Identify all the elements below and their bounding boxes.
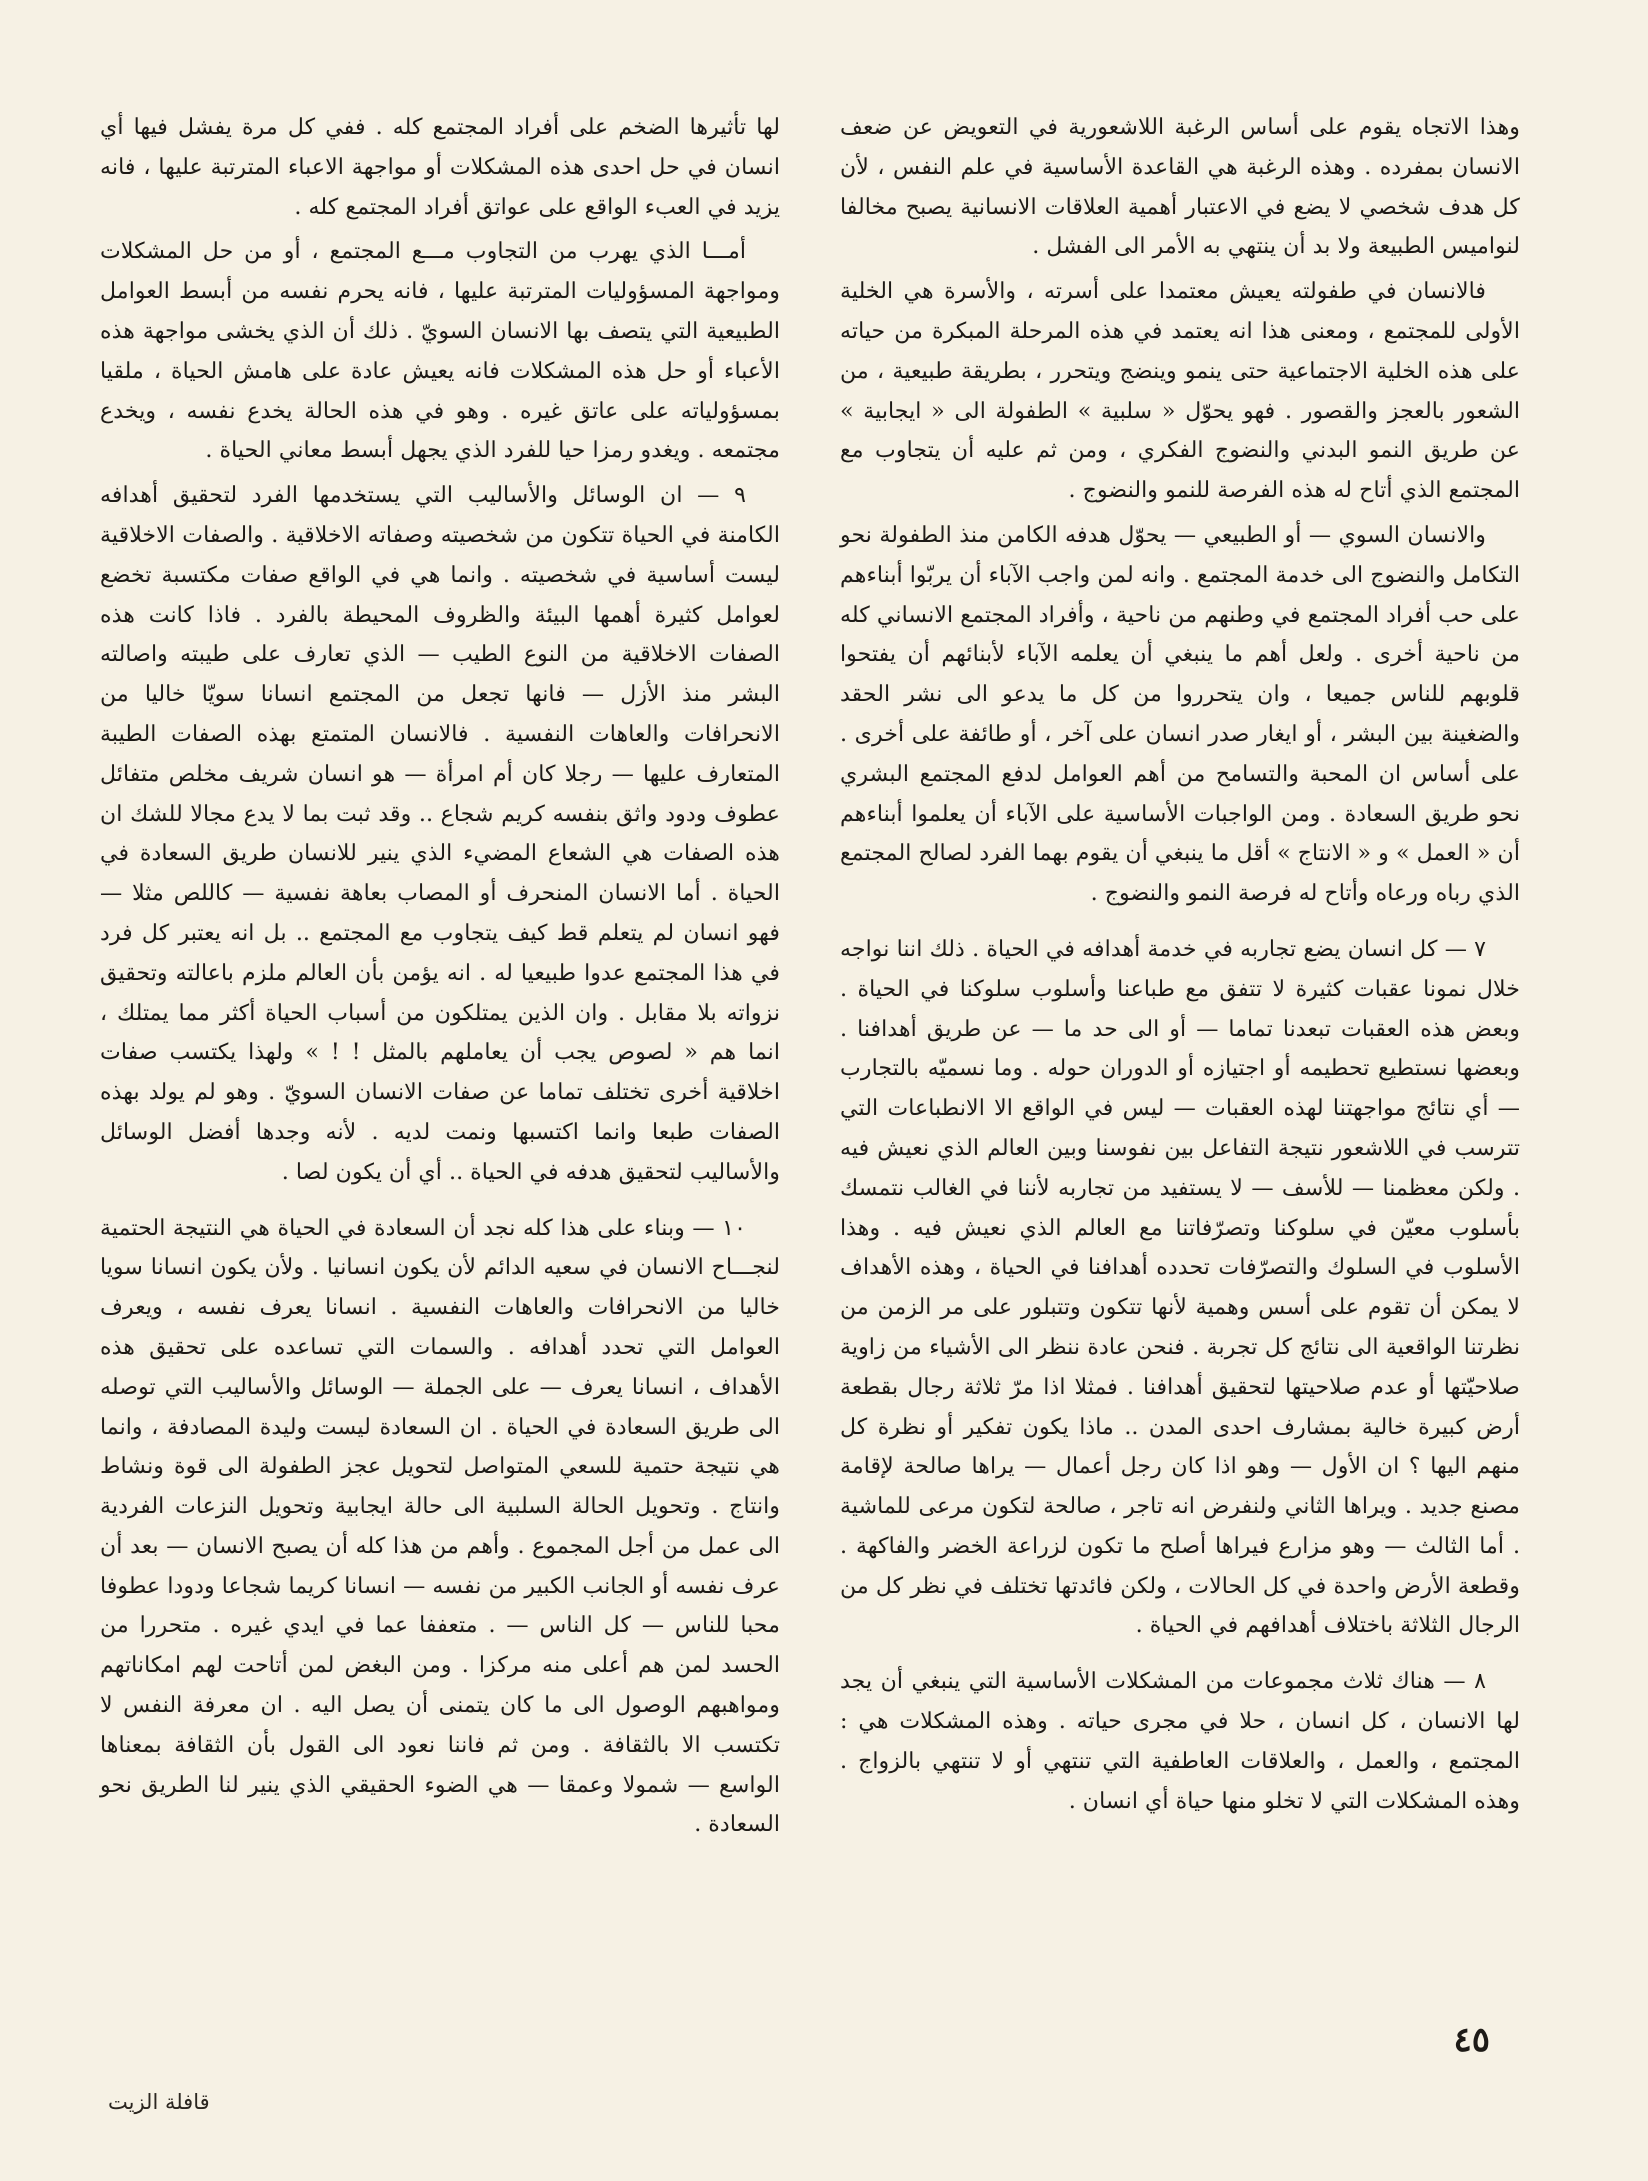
page-number: ٤٥ xyxy=(1453,2020,1490,2060)
magazine-name-footer: قافلة الزيت xyxy=(108,2090,210,2114)
numbered-paragraph-7: ٧ — كل انسان يضع تجاربه في خدمة أهدافه في الحياة . ذلك اننا نواجه خلال نمونا عقبات كثيرة لا تتفق مع طباعنا وأسلوب سلوكنا في الحياة . وبعض هذه العقبات تبعدنا تماما — أو الى حد ما — عن طريق أهدافنا . وبعضها نستطيع تحطيمه أو اجتيازه أو الدوران حوله . وما نسميّه بالتجارب — أي نتائج مواجهتنا لهذه العقبات — ليس في الواقع الا الانطباعات التي تترسب في اللاشعور نتيجة التفاعل بين نفوسنا وبين العالم الذي نعيش فيه . ولكن معظمنا — للأسف — لا يستفيد من تجاربه لأننا في الغالب نتمسك بأسلوب معيّن في سلوكنا وتصرّفاتنا مع العالم الذي نعيش فيه . وهذا الأسلوب في السلوك والتصرّفات تحدده أهدافنا في الحياة ، وهذه الأهداف لا يمكن أن تقوم على أسس وهمية لأنها تتكون وتتبلور على مر الزمن من نظرتنا الواقعية الى نتائج كل تجربة . فنحن عادة ننظر الى الأشياء من زاوية صلاحيّتها أو عدم صلاحيتها لتحقيق أهدافنا . فمثلا اذا مرّ ثلاثة رجال بقطعة أرض كبيرة خالية بمشارف احدى المدن .. ماذا يكون تفكير أو نظرة كل منهم اليها ؟ ان الأول — وهو اذا كان رجل أعمال — يراها صالحة لإقامة مصنع جديد . ويراها الثاني ولنفرض انه تاجر ، صالحة لتكون مرعى للماشية . أما الثالث — وهو مزارع فيراها أصلح ما تكون لزراعة الخضر والفاكهة . وقطعة الأرض واحدة في كل الحالات ، ولكن فائدتها تختلف في نظر كل من الرجال الثلاثة باختلاف أهدافهم في الحياة . xyxy=(840,935,1520,1639)
numbered-paragraph-8: ٨ — هناك ثلاث مجموعات من المشكلات الأساسية التي ينبغي أن يجد لها الانسان ، كل انسان ، حلا في مجرى حياته . وهذه المشكلات هي : المجتمع ، والعمل ، والعلاقات العاطفية التي تنتهي أو لا تنتهي بالزواج . وهذه المشكلات التي لا تخلو منها حياة أي انسان . xyxy=(840,1668,1520,1814)
numbered-paragraph-9: ٩ — ان الوسائل والأساليب التي يستخدمها الفرد لتحقيق أهدافه الكامنة في الحياة تتكون من شخصيته وصفاته الاخلاقية . والصفات الاخلاقية ليست أساسية في شخصيته . وانما هي في الواقع صفات مكتسبة تخضع لعوامل كثيرة أهمها البيئة والظروف المحيطة بالفرد . فاذا كانت هذه الصفات الاخلاقية من النوع الطيب — الذي تعارف على طيبته واصالته البشر منذ الأزل — فانها تجعل من المجتمع انسانا سويّا خاليا من الانحرافات والعاهات النفسية . فالانسان المتمتع بهذه الصفات الطيبة المتعارف عليها — رجلا كان أم امرأة — هو انسان شريف مخلص متفائل عطوف ودود واثق بنفسه كريم شجاع .. وقد ثبت بما لا يدع مجالا للشك ان هذه الصفات هي الشعاع المضيء الذي ينير للانسان طريق السعادة في الحياة . أما الانسان المنحرف أو المصاب بعاهة نفسية — كاللص مثلا — فهو انسان لم يتعلم قط كيف يتجاوب مع المجتمع .. بل انه يعتبر كل فرد في هذا المجتمع عدوا طبيعيا له . انه يؤمن بأن العالم ملزم باعالته وتحقيق نزواته بلا مقابل . وان الذين يمتلكون من أسباب الحياة أكثر مما يمتلك ، انما هم « لصوص يجب أن يعاملهم بالمثل ! ! » ولهذا يكتسب صفات اخلاقية أخرى تختلف تماما عن صفات الانسان السويّ . وهو لم يولد بهذه الصفات طبعا وانما اكتسبها ونمت لديه . لأنه وجدها أفضل الوسائل والأساليب لتحقيق هدفه في الحياة .. أي أن يكون لصا . xyxy=(100,482,780,1185)
paragraph: والانسان السوي — أو الطبيعي — يحوّل هدفه الكامن منذ الطفولة نحو التكامل والنضوج الى خدمة المجتمع . وانه لمن واجب الآباء أن يربّوا أبناءهم على حب أفراد المجتمع في وطنهم من ناحية ، وأفراد المجتمع الانساني كله من ناحية أخرى . ولعل أهم ما ينبغي أن يعلمه الآباء لأبنائهم أن يفتحوا قلوبهم للناس جميعا ، وان يتحرروا من كل ما يدعو الى نشر الحقد والضغينة بين البشر ، أو ايغار صدر انسان على آخر ، أو طائفة على أخرى . على أساس ان المحبة والتسامح من أهم العوامل لدفع المجتمع البشري نحو طريق السعادة . ومن الواجبات الأساسية على الآباء أن يعلموا أبناءهم أن « العمل » و « الانتاج » أقل ما ينبغي أن يقوم بهما الفرد لصالح المجتمع الذي رباه ورعاه وأتاح له فرصة النمو والنضوج . xyxy=(840,521,1520,907)
right-text-column xyxy=(840,108,1520,1826)
paragraph: لها تأثيرها الضخم على أفراد المجتمع كله . ففي كل مرة يفشل فيها أي انسان في حل احدى هذه المشكلات أو مواجهة الاعباء المترتبة عليها ، فانه يزيد في العبء الواقع على عواتق أفراد المجتمع كله . xyxy=(100,114,780,220)
left-text-column xyxy=(100,108,780,1850)
paragraph: وهذا الاتجاه يقوم على أساس الرغبة اللاشعورية في التعويض عن ضعف الانسان بمفرده . وهذه الرغبة هي القاعدة الأساسية في علم النفس ، لأن كل هدف شخصي لا يضع في الاعتبار أهمية العلاقات الانسانية يصبح مخالفا لنواميس الطبيعة ولا بد أن ينتهي به الأمر الى الفشل . xyxy=(840,114,1520,260)
numbered-paragraph-10: ١٠ — وبناء على هذا كله نجد أن السعادة في الحياة هي النتيجة الحتمية لنجـــاح الانسان في سعيه الدائم لأن يكون انسانيا . ولأن يكون انسانا سويا خاليا من الانحرافات والعاهات النفسية . انسانا يعرف نفسه ، ويعرف العوامل التي تحدد أهدافه . والسمات التي تساعده على تحقيق هذه الأهداف ، انسانا يعرف — على الجملة — الوسائل والأساليب التي توصله الى طريق السعادة في الحياة . ان السعادة ليست وليدة المصادفة ، وانما هي نتيجة حتمية للسعي المتواصل لتحويل عجز الطفولة الى قوة ونشاط وانتاج . وتحويل الحالة السلبية الى حالة ايجابية وتحويل النزعات الفردية الى عمل من أجل المجموع . وأهم من هذا كله أن يصبح الانسان — بعد أن عرف نفسه أو الجانب الكبير من نفسه — انسانا كريما شجاعا ودودا عطوفا محبا للناس — كل الناس — . متعففا عما في ايدي غيره . متحررا من الحسد لمن هم أعلى منه مركزا . ومن البغض لمن أتاحت لهم امكاناتهم ومواهبهم الوصول الى ما كان يتمنى أن يصل اليه . ان معرفة النفس لا تكتسب الا بالثقافة . ومن ثم فاننا نعود الى القول بأن الثقافة بمعناها الواسع — شمولا وعمقا — هي الضوء الحقيقي الذي ينير لنا الطريق نحو السعادة . xyxy=(100,1214,780,1838)
paragraph: أمـــا الذي يهرب من التجاوب مـــع المجتمع ، أو من حل المشكلات ومواجهة المسؤوليات المترتبة عليها ، فانه يحرم نفسه من أبسط العوامل الطبيعية التي يتصف بها الانسان السويّ . ذلك أن الذي يخشى مواجهة هذه الأعباء أو حل هذه المشكلات فانه يعيش عادة على هامش الحياة ، ملقيا بمسؤولياته على عاتق غيره . وهو في هذه الحالة يخدع نفسه ، ويخدع مجتمعه . ويغدو رمزا حيا للفرد الذي يجهل أبسط معاني الحياة . xyxy=(100,238,780,464)
paragraph: فالانسان في طفولته يعيش معتمدا على أسرته ، والأسرة هي الخلية الأولى للمجتمع ، ومعنى هذا انه يعتمد في هذه المرحلة المبكرة من حياته على هذه الخلية الاجتماعية حتى ينمو وينضج ويتحرر ، بطريقة طبيعية ، من الشعور بالعجز والقصور . فهو يحوّل « سلبية » الطفولة الى « ايجابية » عن طريق النمو البدني والنضوج الفكري ، ومن ثم عليه أن يتجاوب مع المجتمع الذي أتاح له هذه الفرصة للنمو والنضوج . xyxy=(840,278,1520,504)
